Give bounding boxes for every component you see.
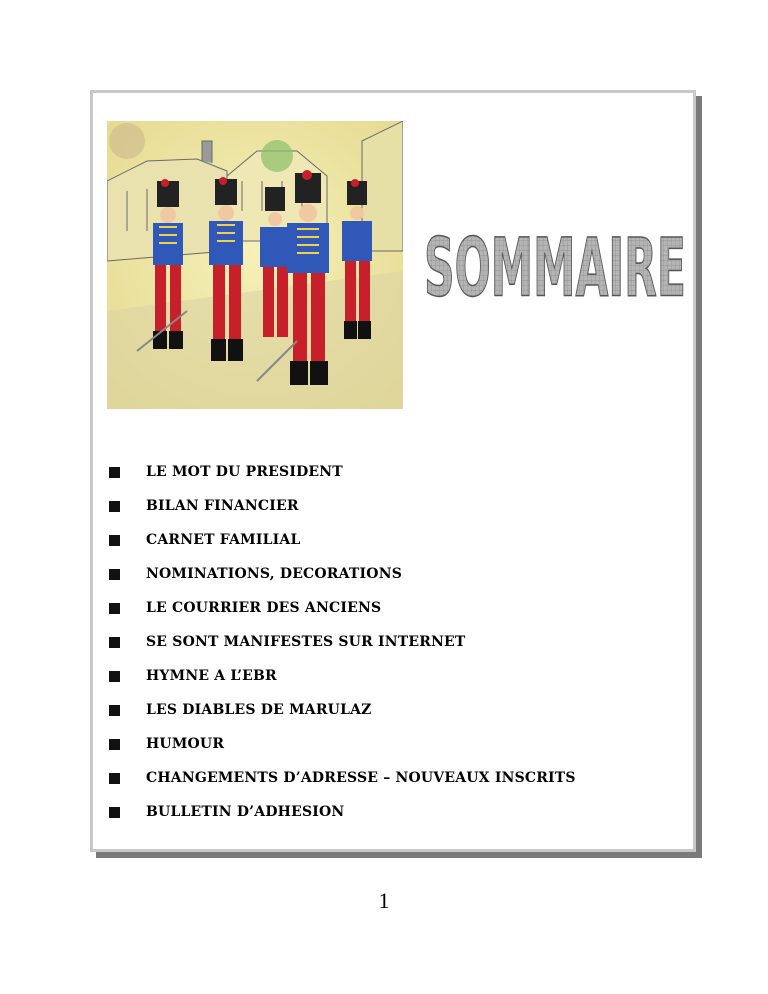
square-bullet-icon <box>109 501 120 512</box>
toc-item-label: NOMINATIONS, DECORATIONS <box>146 566 403 582</box>
toc-item-label: CARNET FAMILIAL <box>146 532 301 548</box>
toc-item-label: BILAN FINANCIER <box>146 498 299 514</box>
toc-item-label: CHANGEMENTS D’ADRESSE – NOUVEAUX INSCRITS <box>146 770 576 786</box>
square-bullet-icon <box>109 671 120 682</box>
square-bullet-icon <box>109 637 120 648</box>
square-bullet-icon <box>109 467 120 478</box>
square-bullet-icon <box>109 807 120 818</box>
sommaire-title <box>419 213 691 317</box>
square-bullet-icon <box>109 739 120 750</box>
toc-item-label: HUMOUR <box>146 736 225 752</box>
square-bullet-icon <box>109 705 120 716</box>
toc-item-label: HYMNE A L’EBR <box>146 668 277 684</box>
toc-item[interactable] <box>109 727 576 761</box>
square-bullet-icon <box>109 535 120 546</box>
table-of-contents <box>109 455 576 829</box>
toc-item-label: LE MOT DU PRESIDENT <box>146 464 343 480</box>
toc-item[interactable] <box>109 795 576 829</box>
toc-item-label: BULLETIN D’ADHESION <box>146 804 345 820</box>
marching-soldiers-illustration <box>107 121 403 409</box>
toc-item-label: SE SONT MANIFESTES SUR INTERNET <box>146 634 466 650</box>
page-number: 1 <box>378 888 390 913</box>
toc-item[interactable] <box>109 523 576 557</box>
toc-item-label: LES DIABLES DE MARULAZ <box>146 702 372 718</box>
toc-item[interactable] <box>109 591 576 625</box>
toc-item-label: LE COURRIER DES ANCIENS <box>146 600 382 616</box>
toc-item[interactable] <box>109 625 576 659</box>
square-bullet-icon <box>109 569 120 580</box>
toc-item[interactable] <box>109 489 576 523</box>
sommaire-title-text: SOMMAIRE <box>424 222 686 316</box>
toc-item[interactable] <box>109 659 576 693</box>
toc-item[interactable] <box>109 693 576 727</box>
toc-item[interactable] <box>109 761 576 795</box>
summary-frame <box>90 90 696 852</box>
toc-item[interactable] <box>109 557 576 591</box>
square-bullet-icon <box>109 773 120 784</box>
toc-item[interactable] <box>109 455 576 489</box>
square-bullet-icon <box>109 603 120 614</box>
